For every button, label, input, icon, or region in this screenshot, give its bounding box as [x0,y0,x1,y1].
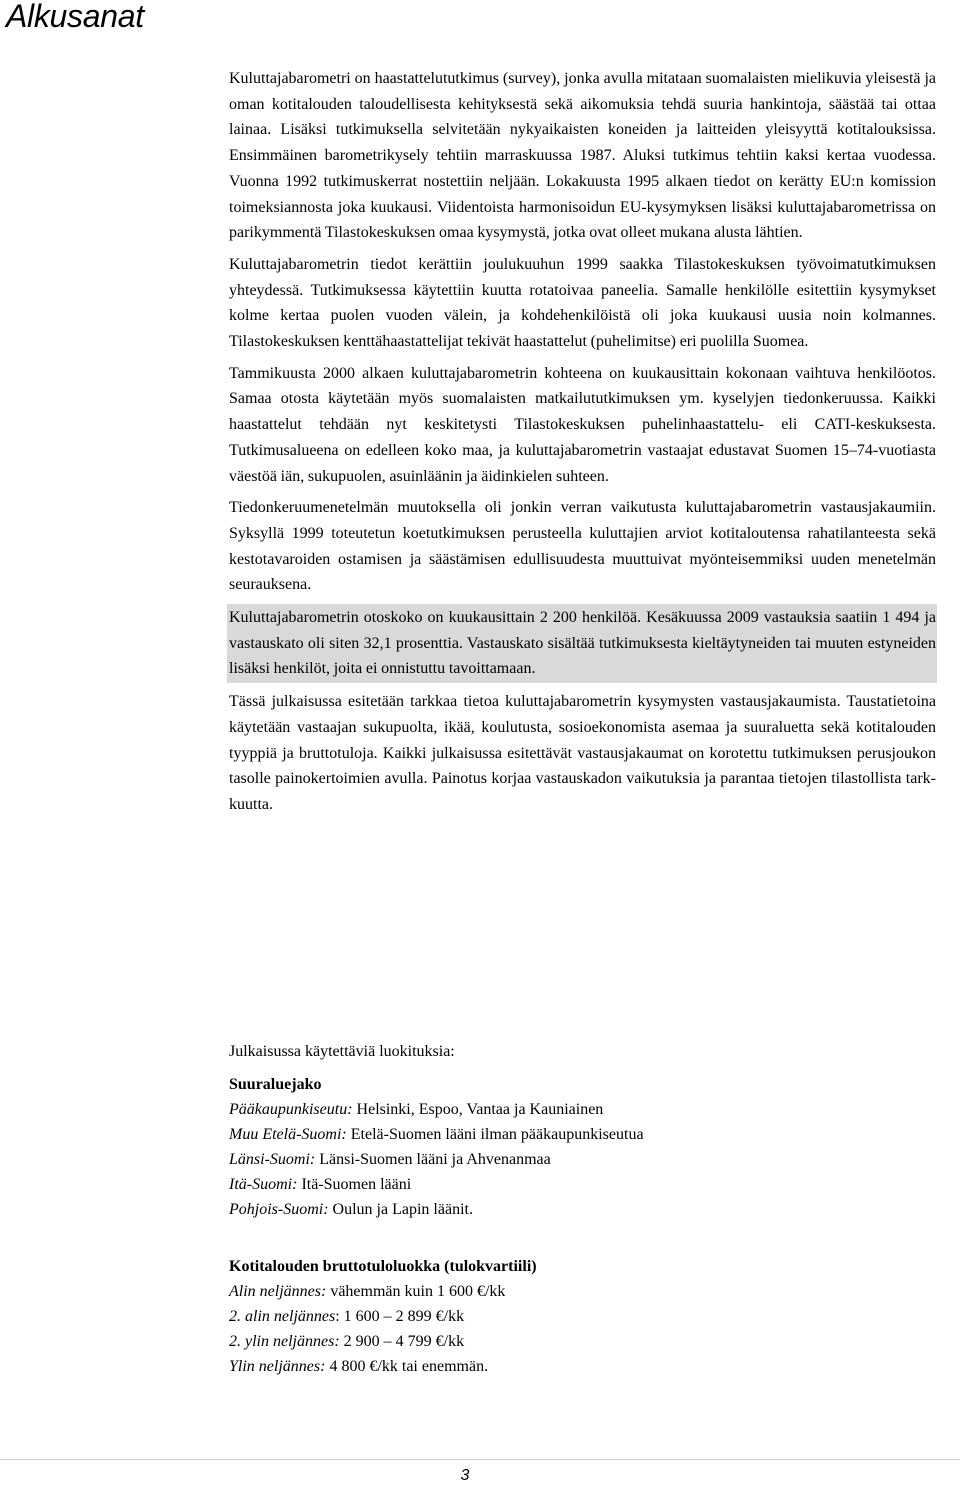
region-classification [229,1072,929,1222]
income-desc: vähemmän kuin 1 600 €/kk [326,1283,506,1300]
paragraph-method-change: Tiedonkeruumenetelmän muutoksella oli jonkin verran vaikutusta kuluttajabarometrin vastausjakaumiin. Syksyllä 1999 toteutetun koetutkimuksen perusteella kuluttajien arviot kotitaloutensa rahatilanteesta sekä kestotavaroiden ostamisen ja säästämisen edullisuudesta muuttuivat myönteisemmiksi uuden menetelmän seurauksena. [229,499,936,594]
region-term: Muu Etelä-Suomi: [229,1126,347,1143]
region-desc: Itä-Suomen lääni [297,1176,412,1193]
paragraph-sample-size-highlighted: Kuluttajabarometrin otoskoko on kuukausittain 2 200 henkilöä. Kesäkuussa 2009 vastauksia saatiin 1 494 ja vastauskato oli siten 32,1 prosenttia. Vastauskato sisältää tutkimuksesta kieltäytyneiden tai muuten estyneiden lisäksi henkilöt, joita ei onnistuttu tavoittamaan. [227,604,937,683]
income-item [229,1304,929,1329]
income-term: 2. alin neljännes [229,1308,336,1325]
income-term: Ylin neljännes: [229,1358,326,1375]
paragraph-publication-contents: Tässä julkaisussa esitetään tarkkaa tietoa kuluttajabarometrin kysymysten vastausjakaumista. Taustatietoina käytetään vastaajan sukupuolta, ikää, koulutusta, sosioekonomista asemaa ja suuraluetta sekä kotitalouden tyyppiä ja bruttotuloja. Kaikki julkaisussa esitettävät vastausjakaumat on korotettu tutkimuksen perusjoukon tasolle painokertoimien avulla. Painotus korjaa vastauskadon vaikutuksia ja parantaa tietojen tilastollista tarkkuutta. [229,693,936,813]
region-desc: Oulun ja Lapin läänit. [328,1201,473,1218]
footer-divider [0,1459,960,1460]
paragraph-history: Kuluttajabarometri on haastattelututkimus (survey), jonka avulla mitataan suomalaisten mielikuvia yleisestä ja oman kotitalouden taloudellisesta kehityksestä sekä aikomuksia tehdä suuria hankintoja, säästää tai ottaa lainaa. Lisäksi tutkimuksella selvitetään nykyaikaisten koneiden ja laitteiden yleisyyttä kotitalouksissa. Ensimmäinen barometrikysely tehtiin marraskuussa 1987. Aluksi tutkimus tehtiin kaksi kertaa vuodessa. Vuonna 1992 tutkimuskerrat nostettiin neljään. Lokakuusta 1995 alkaen tiedot on kerätty EU:n komission toimeksiannosta joka kuukausi. Viidentoista harmonisoidun EU-kysymyksen lisäksi kuluttajabarometrissa on parikymmentä Tilastokeskuksen omaa kysymystä, jotka ovat olleet mukana alusta lähtien. [229,70,936,242]
income-term: Alin neljännes: [229,1283,327,1300]
income-desc: 2 900 – 4 799 €/kk [339,1333,465,1350]
region-item [229,1097,929,1122]
income-desc: : 1 600 – 2 899 €/kk [335,1308,465,1325]
region-desc: Helsinki, Espoo, Vantaa ja Kauniainen [352,1101,604,1118]
income-desc: 4 800 €/kk tai enemmän. [325,1358,489,1375]
region-desc: Länsi-Suomen lääni ja Ahvenanmaa [315,1151,551,1168]
income-item [229,1354,929,1379]
region-term: Pääkaupunkiseutu: [229,1101,353,1118]
preface-body [229,66,936,824]
region-term: Pohjois-Suomi: [229,1201,329,1218]
region-term: Länsi-Suomi: [229,1151,316,1168]
page-heading: Alkusanat [6,0,144,34]
region-desc: Etelä-Suomen lääni ilman pääkaupunkiseutua [346,1126,644,1143]
region-item [229,1172,929,1197]
income-item [229,1279,929,1304]
classifications-intro: Julkaisussa käytettäviä luokituksia: [229,1043,455,1060]
income-title: Kotitalouden bruttotuloluokka (tulokvartiili) [229,1258,537,1275]
income-classification [229,1254,929,1379]
region-item [229,1197,929,1222]
region-item [229,1122,929,1147]
region-item [229,1147,929,1172]
paragraph-collection-until-1999: Kuluttajabarometrin tiedot kerättiin joulukuuhun 1999 saakka Tilastokeskuksen työvoimatutkimuksen yhteydessä. Tutkimuksessa käytettiin kuutta rotatoivaa paneelia. Samalle henkilölle esitettiin kysymykset kolme kertaa puolen vuoden välein, ja kohdehenkilöistä oli joka kuukausi uusia noin kolmannes. Tilastokeskuksen kenttähaastattelijat tekivät haastattelut (puhelimitse) eri puolilla Suomea. [229,255,936,351]
region-term: Itä-Suomi: [229,1176,298,1193]
paragraph-collection-since-2000: Tammikuusta 2000 alkaen kuluttajabarometrin kohteena on kuukausittain kokonaan vaihtuva henkilöotos. Samaa otosta käytetään myös suomalaisten matkailututkimuksen ym. kyselyjen tiedonkeruussa. Kaikki haastattelut tehdään nyt keskitetysti Tilastokeskuksen puhelinhaastattelu- eli CATI-keskuksesta. Tutkimusalueena on edelleen koko maa, ja kuluttajabarometrin vastaajat edustavat Suomen 15–74-vuotiasta väestöä iän, sukupuolen, asuinläänin ja äidinkielen suhteen. [229,364,936,485]
income-item [229,1329,929,1354]
page-number: 3 [460,1467,470,1484]
classifications-section [229,1039,929,1379]
income-term: 2. ylin neljännes: [229,1333,340,1350]
region-title: Suuraluejako [229,1076,322,1093]
